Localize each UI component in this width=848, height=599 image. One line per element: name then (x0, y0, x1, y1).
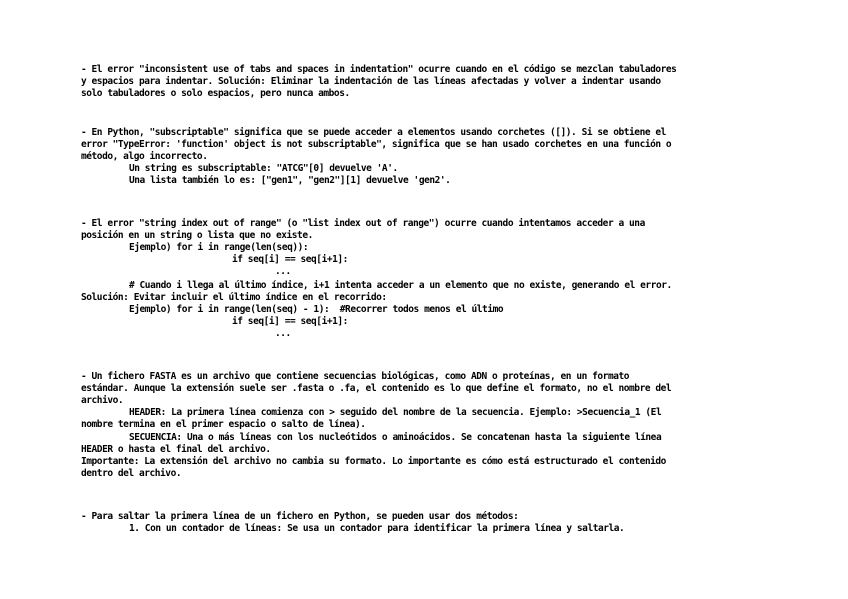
text-line: HEADER: La primera línea comienza con > seguido del nombre de la secuencia. Ejemplo: >Secuencia_1 (El (129, 407, 662, 418)
text-line: Un string es subscriptable: "ATCG"[0] devuelve 'A'. (129, 163, 398, 174)
text-line: SECUENCIA: Una o más líneas con los nucleótidos o aminoácidos. Se concatenan hasta la siguiente línea (129, 432, 662, 443)
code-line: ... (275, 266, 291, 277)
text-line: y espacios para indentar. Solución: Eliminar la indentación de las líneas afectadas y volver a indentar usando (81, 76, 661, 87)
code-line: Ejemplo) for i in range(len(seq)): (129, 242, 309, 253)
text-line: Solución: Evitar incluir el último índice en el recorrido: (81, 292, 387, 303)
text-line: Importante: La extensión del archivo no cambia su formato. Lo importante es cómo está estructurado el contenido (81, 456, 666, 467)
text-line: nombre termina en el primer espacio o salto de línea). (81, 419, 366, 430)
code-line: ... (275, 328, 291, 339)
text-line: - Para saltar la primera línea de un fichero en Python, se pueden usar dos métodos: (81, 511, 519, 522)
text-line: Una lista también lo es: ["gen1", "gen2"][1] devuelve 'gen2'. (129, 175, 451, 186)
text-line: solo tabuladores o solo espacios, pero nunca ambos. (81, 88, 350, 99)
text-line: archivo. (81, 395, 124, 406)
code-line: if seq[i] == seq[i+1]: (232, 254, 348, 265)
text-line: posición en un string o lista que no existe. (81, 230, 313, 241)
code-line: Ejemplo) for i in range(len(seq) - 1): #Recorrer todos menos el último (129, 304, 504, 315)
text-line: - El error "inconsistent use of tabs and spaces in indentation" ocurre cuando en el código se mezclan tabuladores (81, 64, 677, 75)
text-line: 1. Con un contador de líneas: Se usa un contador para identificar la primera línea y saltarla. (129, 523, 625, 534)
text-line: - Un fichero FASTA es un archivo que contiene secuencias biológicas, como ADN o proteínas, en un formato (81, 371, 630, 382)
code-line: if seq[i] == seq[i+1]: (232, 316, 348, 327)
text-line: - En Python, "subscriptable" significa que se puede acceder a elementos usando corchetes ([]). Si se obtiene el (81, 127, 666, 138)
text-line: error "TypeError: 'function' object is not subscriptable", significa que se han usado corchetes en una función o (81, 139, 672, 150)
text-line: HEADER o hasta el final del archivo. (81, 444, 271, 455)
code-comment-line: # Cuando i llega al último índice, i+1 intenta acceder a un elemento que no existe, generando el error. (129, 280, 672, 291)
text-line: estándar. Aunque la extensión suele ser .fasta o .fa, el contenido es lo que define el formato, no el nombre del (81, 383, 672, 394)
text-line: - El error "string index out of range" (o "list index out of range") ocurre cuando intentamos acceder a una (81, 218, 645, 229)
text-line: método, algo incorrecto. (81, 151, 208, 162)
text-line: dentro del archivo. (81, 468, 182, 479)
